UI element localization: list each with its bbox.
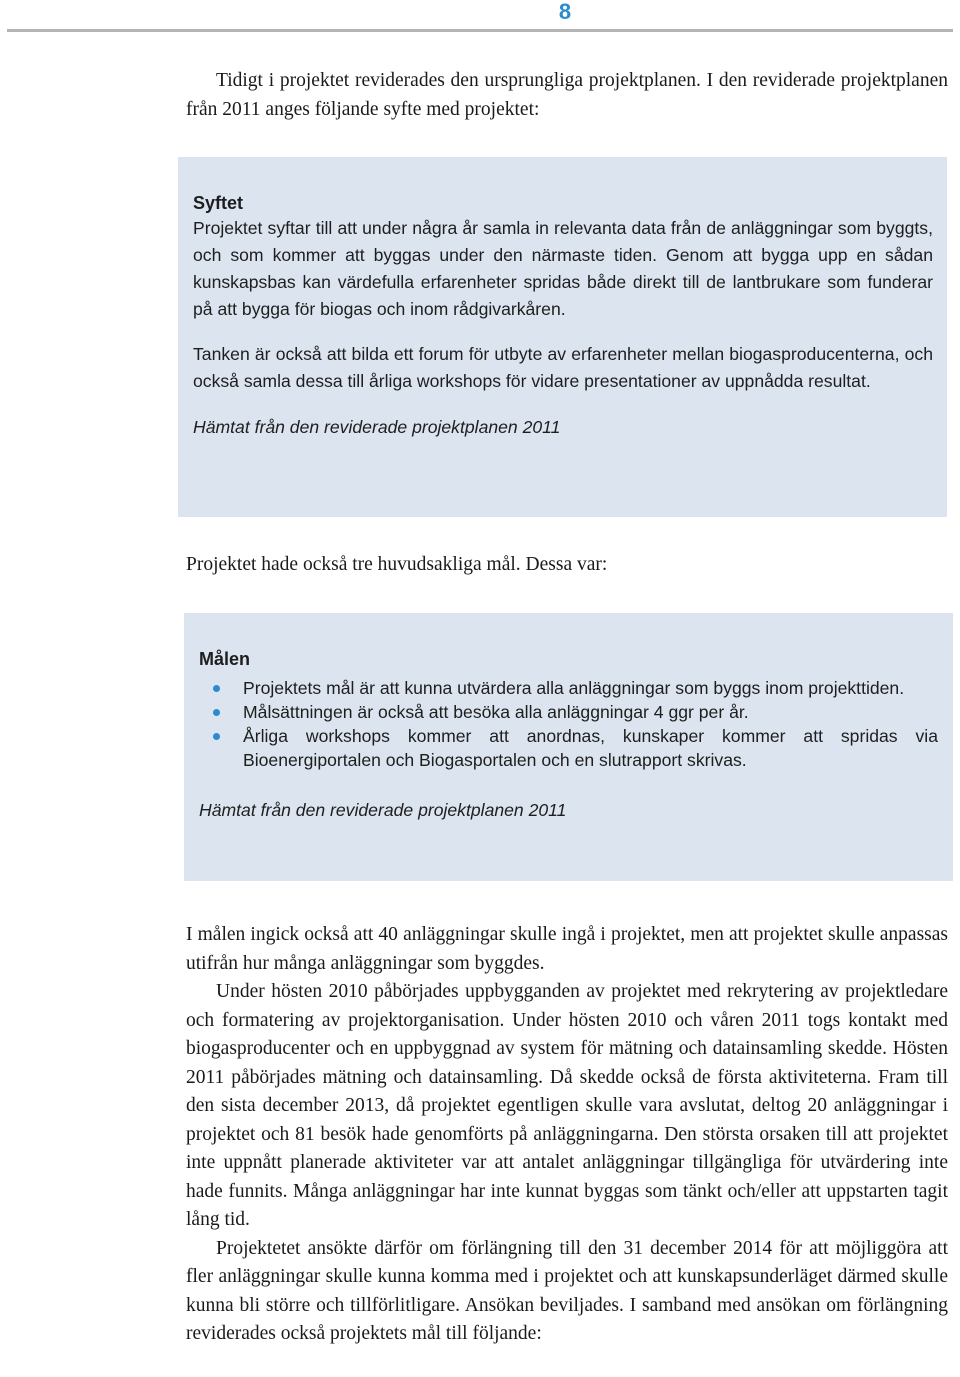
bullet-icon (213, 733, 220, 740)
body-paragraph: Projektetet ansökte därför om förlängning till den 31 december 2014 för att möjliggöra att fler anläggningar skulle kunna komma med i projektet och att kunskapsunderläget därmed skulle kunna bli större och tillförlitligare. Ansökan beviljades. I samband med ansökan om förlängning reviderades också projektets mål till följande: (186, 1237, 948, 1344)
bullet-icon (213, 709, 220, 716)
goal-item-text: Årliga workshops kommer att anordnas, kunskaper kommer att spridas via Bioenergiportalen och Biogasportalen och en slutrapport skrivas. (243, 726, 938, 770)
body-text (186, 921, 948, 1349)
goals-list (199, 676, 938, 772)
goals-intro-paragraph: Projektet hade också tre huvudsakliga mål. Dessa var: (186, 554, 608, 575)
intro-paragraph: Tidigt i projektet reviderades den ursprungliga projektplanen. I den reviderade projektplanen från 2011 anges följande syfte med projektet: (186, 70, 948, 120)
goals-heading: Målen (199, 649, 251, 669)
bullet-icon (213, 685, 220, 692)
purpose-paragraph: Projektet syftar till att under några år samla in relevanta data från de anläggningar som byggts, och som kommer att byggas under den närmaste tiden. Genom att bygga upp en sådan kunskapsbas kan värdefulla erfarenheter spridas både direkt till de lantbrukare som funderar på att bygga för biogas och inom rådgivarkåren. (193, 218, 933, 319)
body-paragraph: Under hösten 2010 påbörjades uppbygganden av projektet med rekrytering av projektledare och formatering av projektorganisation. Under hösten 2010 och våren 2011 togs kontakt med biogasproducenter och en uppbyggnad av system för mätning och datainsamling skedde. Hösten 2011 påbörjades mätning och datainsamling. Då skedde också de första aktiviteterna. Fram till den sista december 2013, då projektet egentligen skulle vara avslutat, deltog 20 anläggningar i projektet och 81 besök hade genomförts på anläggningarna. Den största orsaken till att projektet inte uppnått planerade aktiviteter var att antalet anläggningar tillgängliga för utvärdering inte hade funnits. Många anläggningar har inte kunnat byggas som tänkt och/eller att uppstarten tagit lång tid. (186, 981, 948, 1230)
body-paragraph: I målen ingick också att 40 anläggningar skulle ingå i projektet, men att projektet skulle anpassas utifrån hur många anläggningar som byggdes. (186, 924, 948, 974)
purpose-heading: Syftet (193, 193, 244, 213)
goal-item-text: Projektets mål är att kunna utvärdera alla anläggningar som byggs inom projekttiden. (243, 678, 905, 698)
header-divider (7, 29, 953, 32)
goal-item (199, 724, 938, 772)
purpose-source-note: Hämtat från den reviderade projektplanen 2011 (193, 417, 561, 437)
goals-box (184, 613, 953, 881)
goals-source-note: Hämtat från den reviderade projektplanen 2011 (199, 800, 567, 820)
goal-item-text: Målsättningen är också att besöka alla anläggningar 4 ggr per år. (243, 702, 749, 722)
purpose-forum-paragraph: Tanken är också att bilda ett forum för utbyte av erfarenheter mellan biogasproducenterna, och också samla dessa till årliga workshops för vidare presentationer av uppnådda resultat. (193, 344, 933, 391)
goal-item (199, 676, 938, 700)
purpose-box (178, 157, 947, 517)
goal-item (199, 700, 938, 724)
page-number: 8 (558, 0, 572, 24)
